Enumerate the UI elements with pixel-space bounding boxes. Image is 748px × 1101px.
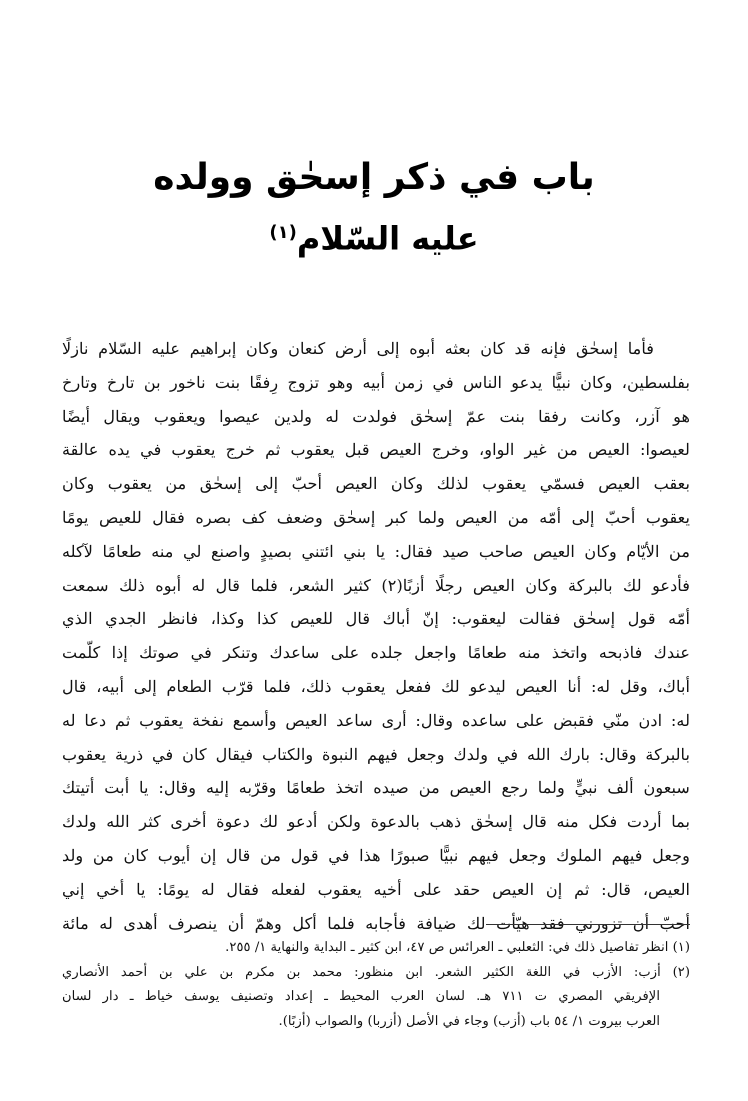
footnote-divider — [486, 924, 690, 925]
body-line: أباك، وقل له: أنا العيص ليدعو لك ففعل يعقوب ذلك، فلما قرّب الطعام إلى أبيه، قال — [62, 676, 690, 696]
body-line: من الأيّام وكان العيص صاحب صيد فقال: يا بني ائتني بصيدٍ واصنع لي منه طعامًا لآكله — [62, 541, 690, 561]
footnote-reference: (١) — [269, 222, 297, 243]
chapter-title-text: باب في ذكر إسحٰق وولده — [153, 157, 595, 198]
footnote-1: (١) انظر تفاصيل ذلك في: الثعلبي ـ العرائس ص ٤٧، ابن كثير ـ البداية والنهاية ١/ ٢٥٥. — [225, 940, 690, 955]
body-line: فأما إسحٰق فإنه قد كان بعثه أبوه إلى أرض كنعان وكان إبراهيم عليه السّلام نازلًا — [62, 339, 654, 358]
body-line: بما أردت فكل منه قال إسحٰق ذهب بالدعوة ولكن أدعو لك دعوة أخرى كثر الله ولدك — [62, 812, 690, 832]
body-line: هو آزر، وكانت رفقا بنت عمّ إسحٰق فولدت له ولدين عيصوا ويعقوب ويقال أيضًا — [62, 406, 690, 426]
footnote-2-continued: العرب بيروت ١/ ٥٤ باب (أزب) وجاء في الأصل (أزربا) والصواب (أزبًا). — [278, 1013, 660, 1029]
body-line: لعيصوا: العيص من غير الواو، وخرج العيص قبل يعقوب ثم خرج يعقوب في يده عالقة — [62, 440, 690, 460]
body-line: وجعل فيهم الملوك وجعل فيهم نبيًّا صبورًا هذا في قول من قال إن أيوب كان من ولد — [62, 845, 690, 865]
body-line: العيص، قال: ثم إن العيص حقد على أخيه يعقوب لفعله فقال له يومًا: يا أخي إني — [62, 879, 690, 899]
body-line: أمّه قول إسحٰق فقالت ليعقوب: إنّ أباك قال للعيص كذا وكذا، فانظر الجدي الذي — [62, 609, 690, 629]
body-line: بفلسطين، وكان نبيًّا يدعو الناس في زمن أبيه وهو تزوج رِفقًا بنت ناخور بن تارخ وتارخ — [62, 372, 690, 392]
body-line: له: ادن منّي فقبض على ساعده وقال: أرى ساعد العيص وأسمع نفخة يعقوب ثم دعا له — [62, 710, 690, 730]
body-line: فأدعو لك بالبركة وكان العيص رجلًا أزبًا(٢) كثير الشعر، فلما قال له أبوه ذلك سمعت — [62, 575, 690, 595]
body-line: بالبركة وقال: بارك الله في ولدك وجعل فيهم النبوة والكتاب فيقال كان في ذرية يعقوب — [62, 744, 690, 764]
footnote-2: (٢) أزب: الأزب في اللغة الكثير الشعر. ابن منظور: محمد بن مكرم بن علي بن أحمد الأنصاري — [62, 964, 690, 980]
footnote-2-continued: الإفريقي المصري ت ٧١١ هـ. لسان العرب المحيط ـ إعداد وتصنيف يوسف خياط ـ دار لسان — [62, 989, 660, 1004]
footnotes — [62, 936, 690, 1034]
body-line: يعقوب أحبّ إلى أمّه من العيص ولما كبر إسحٰق وضعف كف بصره فقال للعيص يومًا — [62, 507, 690, 527]
body-line: عندك فاذبحه واتخذ منه طعامًا واجعل جلده على ساعدك وتنكر في صوتك إذا كلّمت — [62, 643, 690, 663]
chapter-subtitle — [60, 205, 688, 267]
body-line: بعقب العيص فسمّي يعقوب لذلك وكان العيص أحبّ إلى إسحٰق من يعقوب وكان — [62, 474, 690, 494]
body-line: سبعون ألف نبيٍّ ولما رجع العيص من صيده اتخذ طعامًا وقرّبه إليه وقال: يا أبت أتيتك — [62, 778, 690, 798]
body-line: أحبّ أن تزورني فقد هيّأت لك ضيافة فأجابه فلما أكل وهمّ أن ينصرف أهدى له مائة — [62, 913, 690, 933]
chapter-title — [60, 148, 688, 208]
chapter-subtitle-text: عليه السّلام — [296, 219, 479, 258]
body-paragraph — [62, 332, 690, 940]
